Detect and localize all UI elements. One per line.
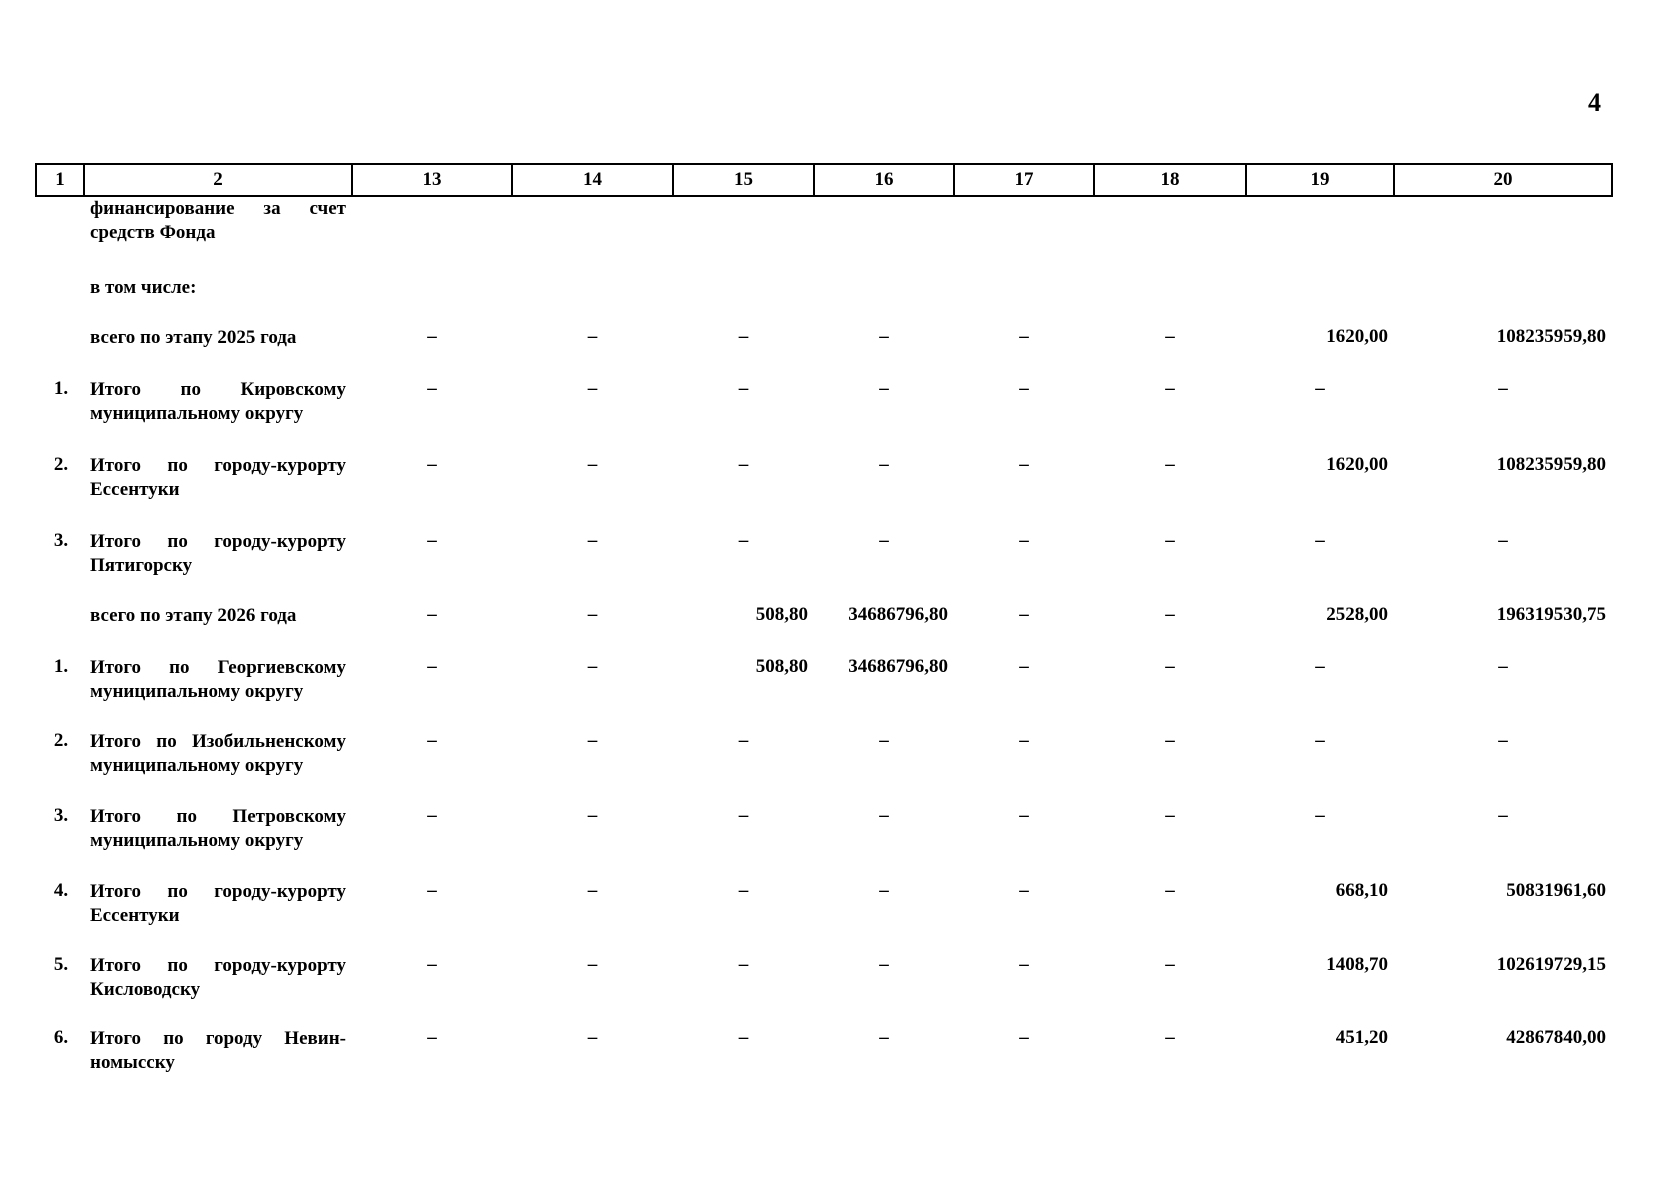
cell-col-19: 2528,00 [1326, 604, 1388, 625]
header-col-20: 20 [1394, 164, 1612, 196]
cell-col-20: – [1498, 378, 1508, 399]
cell-col-17 [954, 196, 1094, 276]
table-row [36, 880, 1612, 954]
cell-col-16 [814, 196, 954, 276]
cell-col-14: – [587, 730, 598, 751]
row-name: Итого по городу-курорту Ессентуки [90, 455, 346, 500]
cell-col-19: – [1315, 805, 1325, 826]
cell-col-13: – [427, 880, 437, 901]
table-row [36, 805, 1612, 880]
cell-col-15: – [738, 530, 749, 551]
row-name: Итого по городу-курорту Пятигорску [90, 531, 346, 576]
header-col-18: 18 [1094, 164, 1246, 196]
cell-col-17: – [1019, 378, 1029, 399]
row-name: в том числе: [90, 277, 197, 298]
row-number [36, 326, 84, 378]
cell-col-15 [673, 196, 814, 276]
cell-col-13 [352, 276, 512, 326]
cell-col-16: – [879, 730, 889, 751]
header-col-19: 19 [1246, 164, 1394, 196]
cell-col-17: – [1019, 805, 1029, 826]
row-name: Итого по Кировскому муниципальному округу [90, 379, 346, 424]
cell-col-19: 1408,70 [1326, 954, 1388, 975]
table-row [36, 454, 1612, 530]
cell-col-18: – [1165, 880, 1175, 901]
table-row [36, 656, 1612, 730]
row-name: Итого по Петровскому муниципальному округу [90, 806, 346, 851]
row-number: 1. [53, 378, 69, 399]
cell-col-18: – [1165, 530, 1175, 551]
cell-col-16: – [879, 880, 889, 901]
row-number: 2. [53, 730, 69, 751]
table-row [36, 378, 1612, 454]
table-row [36, 954, 1612, 1027]
header-col-17: 17 [954, 164, 1094, 196]
header-col-15: 15 [673, 164, 814, 196]
table-row [36, 604, 1612, 656]
cell-col-20: – [1498, 805, 1508, 826]
cell-col-20: 102619729,15 [1496, 954, 1606, 975]
header-col-14: 14 [512, 164, 673, 196]
cell-col-19: 1620,00 [1326, 454, 1388, 475]
cell-col-16: – [879, 454, 889, 475]
cell-col-20 [1394, 276, 1612, 326]
cell-col-18: – [1165, 730, 1175, 751]
cell-col-20: – [1498, 656, 1508, 677]
page-number: 4 [1588, 88, 1601, 117]
cell-col-14: – [587, 378, 598, 399]
column-number-header [36, 164, 1612, 196]
header-col-1: 1 [36, 164, 84, 196]
cell-col-13: – [427, 604, 437, 625]
cell-col-15: – [738, 378, 749, 399]
table-row [36, 1027, 1612, 1087]
cell-col-20: 108235959,80 [1496, 326, 1606, 347]
row-name: всего по этапу 2025 года [90, 327, 297, 348]
cell-col-20: 108235959,80 [1496, 454, 1606, 475]
cell-col-18 [1094, 196, 1246, 276]
cell-col-20: – [1498, 730, 1508, 751]
cell-col-17: – [1019, 326, 1029, 347]
table-row [36, 196, 1612, 276]
cell-col-17: – [1019, 604, 1029, 625]
cell-col-18: – [1165, 454, 1175, 475]
cell-col-20: 50831961,60 [1506, 880, 1606, 901]
header-col-16: 16 [814, 164, 954, 196]
cell-col-15: 508,80 [755, 656, 808, 677]
cell-col-15 [673, 276, 814, 326]
cell-col-19 [1246, 196, 1394, 276]
cell-col-14: – [587, 604, 598, 625]
table-row [36, 326, 1612, 378]
cell-col-15: 508,80 [755, 604, 808, 625]
row-number [36, 196, 84, 276]
cell-col-19: – [1315, 730, 1325, 751]
cell-col-18: – [1165, 604, 1175, 625]
cell-col-20: 42867840,00 [1506, 1027, 1606, 1048]
cell-col-14: – [587, 805, 598, 826]
cell-col-18: – [1165, 378, 1175, 399]
header-col-2: 2 [84, 164, 352, 196]
row-name: Итого по Георгиевскому муниципальному округу [90, 657, 346, 702]
cell-col-13: – [427, 656, 437, 677]
cell-col-13: – [427, 326, 437, 347]
table-row [36, 730, 1612, 805]
cell-col-17: – [1019, 656, 1029, 677]
cell-col-16: – [879, 954, 889, 975]
cell-col-17: – [1019, 454, 1029, 475]
cell-col-16: – [879, 530, 889, 551]
row-number [36, 276, 84, 326]
cell-col-18: – [1165, 805, 1175, 826]
row-number: 3. [53, 530, 69, 551]
cell-col-14: – [587, 954, 598, 975]
cell-col-15: – [738, 730, 749, 751]
cell-col-16: – [879, 326, 889, 347]
cell-col-13: – [427, 454, 437, 475]
cell-col-15: – [738, 805, 749, 826]
table-body [36, 196, 1612, 1087]
cell-col-15: – [738, 454, 749, 475]
cell-col-14: – [587, 1027, 598, 1048]
cell-col-19: 668,10 [1335, 880, 1388, 901]
table-row [36, 276, 1612, 326]
cell-col-16: 34686796,80 [848, 656, 948, 677]
cell-col-14: – [587, 326, 598, 347]
row-number: 5. [53, 954, 69, 975]
row-number: 3. [53, 805, 69, 826]
cell-col-19: 451,20 [1335, 1027, 1388, 1048]
row-name: всего по этапу 2026 года [90, 605, 297, 626]
cell-col-16: – [879, 805, 889, 826]
row-number: 1. [53, 656, 69, 677]
cell-col-16: – [879, 1027, 889, 1048]
cell-col-16: 34686796,80 [848, 604, 948, 625]
cell-col-14: – [587, 880, 598, 901]
cell-col-16: – [879, 378, 889, 399]
cell-col-13: – [427, 954, 437, 975]
report-table-wrapper [35, 163, 1611, 1087]
cell-col-14: – [587, 454, 598, 475]
cell-col-19 [1246, 276, 1394, 326]
cell-col-13: – [427, 730, 437, 751]
cell-col-15: – [738, 880, 749, 901]
cell-col-20: – [1498, 530, 1508, 551]
cell-col-17: – [1019, 730, 1029, 751]
row-name: Итого по городу-курорту Кисловодску [90, 955, 346, 1000]
cell-col-18: – [1165, 656, 1175, 677]
row-name: Итого по Изобильненскому муниципальному округу [90, 731, 346, 776]
cell-col-17: – [1019, 1027, 1029, 1048]
cell-col-14 [512, 196, 673, 276]
cell-col-15: – [738, 326, 749, 347]
cell-col-13: – [427, 378, 437, 399]
cell-col-20: 196319530,75 [1496, 604, 1606, 625]
row-number: 2. [53, 454, 69, 475]
cell-col-19: – [1315, 378, 1325, 399]
cell-col-18: – [1165, 954, 1175, 975]
row-name: финансирование за счет средств Фонда [90, 198, 346, 243]
cell-col-17: – [1019, 954, 1029, 975]
cell-col-14: – [587, 530, 598, 551]
cell-col-13: – [427, 530, 437, 551]
cell-col-15: – [738, 954, 749, 975]
cell-col-18 [1094, 276, 1246, 326]
cell-col-19: – [1315, 656, 1325, 677]
cell-col-14 [512, 276, 673, 326]
cell-col-13: – [427, 1027, 437, 1048]
cell-col-19: 1620,00 [1326, 326, 1388, 347]
cell-col-14: – [587, 656, 598, 677]
cell-col-18: – [1165, 1027, 1175, 1048]
cell-col-13 [352, 196, 512, 276]
header-col-13: 13 [352, 164, 512, 196]
cell-col-16 [814, 276, 954, 326]
row-number: 6. [53, 1027, 69, 1048]
cell-col-18: – [1165, 326, 1175, 347]
row-name: Итого по городу-курорту Ессентуки [90, 881, 346, 926]
row-name: Итого по городу Невин-номысску [90, 1028, 346, 1073]
table-row [36, 530, 1612, 604]
report-table [35, 163, 1613, 1087]
cell-col-17: – [1019, 880, 1029, 901]
row-number: 4. [53, 880, 69, 901]
cell-col-13: – [427, 805, 437, 826]
cell-col-15: – [738, 1027, 749, 1048]
cell-col-17: – [1019, 530, 1029, 551]
cell-col-19: – [1315, 530, 1325, 551]
row-number [36, 604, 84, 656]
cell-col-17 [954, 276, 1094, 326]
cell-col-20 [1394, 196, 1612, 276]
